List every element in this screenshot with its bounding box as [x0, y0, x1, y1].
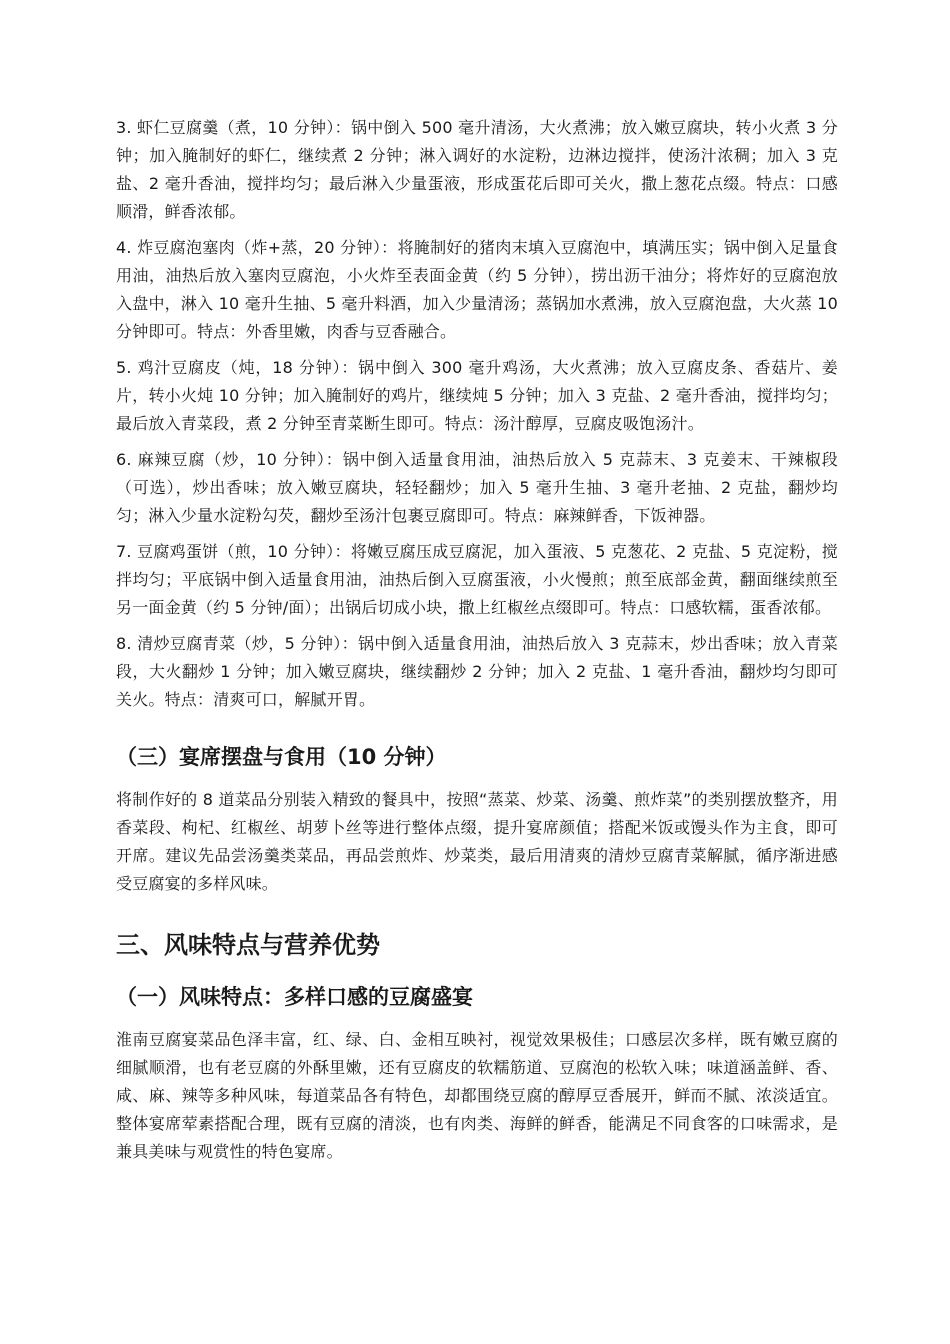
recipe-item-5: 5. 鸡汁豆腐皮（炖，18 分钟）：锅中倒入 300 毫升鸡汤，大火煮沸；放入豆腐皮条、香菇片、姜片，转小火炖 10 分钟；加入腌制好的鸡片，继续炖 5 分钟；加入 3 克盐、2 毫升香油，搅拌均匀；最后放入青菜段，煮 2 分钟至青菜断生即可。特点：汤汁醇厚，豆腐皮吸饱汤汁。 [116, 358, 838, 433]
section-heading-flavor: （一）风味特点：多样口感的豆腐盛宴 [116, 985, 473, 1009]
section-paragraph-plating: 将制作好的 8 道菜品分别装入精致的餐具中，按照“蒸菜、炒菜、汤羹、煎炸菜”的类别摆放整齐，用香菜段、枸杞、红椒丝、胡萝卜丝等进行整体点缀，提升宴席颜值；搭配米饭或馒头作为主食，即可开席。建议先品尝汤羹类菜品，再品尝煎炸、炒菜类，最后用清爽的清炒豆腐青菜解腻，循序渐进感受豆腐宴的多样风味。 [116, 790, 838, 893]
document-page [116, 114, 838, 1174]
recipe-item-8: 8. 清炒豆腐青菜（炒，5 分钟）：锅中倒入适量食用油，油热后放入 3 克蒜末，炒出香味；放入青菜段，大火翻炒 1 分钟；加入嫩豆腐块，继续翻炒 2 分钟；加入 2 克盐、1 毫升香油，翻炒均匀即可关火。特点：清爽可口，解腻开胃。 [116, 634, 838, 709]
recipe-item-6: 6. 麻辣豆腐（炒，10 分钟）：锅中倒入适量食用油，油热后放入 5 克蒜末、3 克姜末、干辣椒段（可选），炒出香味；放入嫩豆腐块，轻轻翻炒；加入 5 毫升生抽、3 毫升老抽、2 克盐，翻炒均匀；淋入少量水淀粉勾芡，翻炒至汤汁包裹豆腐即可。特点：麻辣鲜香，下饭神器。 [116, 450, 838, 525]
recipe-item-3: 3. 虾仁豆腐羹（煮，10 分钟）：锅中倒入 500 毫升清汤，大火煮沸；放入嫩豆腐块，转小火煮 3 分钟；加入腌制好的虾仁，继续煮 2 分钟；淋入调好的水淀粉，边淋边搅拌，使汤汁浓稠；加入 3 克盐、2 毫升香油，搅拌均匀；最后淋入少量蛋液，形成蛋花后即可关火，撒上葱花点缀。特点：口感顺滑，鲜香浓郁。 [116, 118, 838, 221]
recipe-item-4: 4. 炸豆腐泡塞肉（炸+蒸，20 分钟）：将腌制好的猪肉末填入豆腐泡中，填满压实；锅中倒入足量食用油，油热后放入塞肉豆腐泡，小火炸至表面金黄（约 5 分钟），捞出沥干油分；将炸好的豆腐泡放入盘中，淋入 10 毫升生抽、5 毫升料酒，加入少量清汤；蒸锅加水煮沸，放入豆腐泡盘，大火蒸 10 分钟即可。特点：外香里嫩，肉香与豆香融合。 [116, 238, 838, 341]
section-paragraph-flavor: 淮南豆腐宴菜品色泽丰富，红、绿、白、金相互映衬，视觉效果极佳；口感层次多样，既有嫩豆腐的细腻顺滑，也有老豆腐的外酥里嫩，还有豆腐皮的软糯筋道、豆腐泡的松软入味；味道涵盖鲜、香、咸、麻、辣等多种风味，每道菜品各有特色，却都围绕豆腐的醇厚豆香展开，鲜而不腻、浓淡适宜。整体宴席荤素搭配合理，既有豆腐的清淡，也有肉类、海鲜的鲜香，能满足不同食客的口味需求，是兼具美味与观赏性的特色宴席。 [116, 1030, 838, 1161]
chapter-heading-flavor-nutrition: 三、风味特点与营养优势 [116, 931, 380, 959]
recipe-item-7: 7. 豆腐鸡蛋饼（煎，10 分钟）：将嫩豆腐压成豆腐泥，加入蛋液、5 克葱花、2 克盐、5 克淀粉，搅拌均匀；平底锅中倒入适量食用油，油热后倒入豆腐蛋液，小火慢煎；煎至底部金黄，翻面继续煎至另一面金黄（约 5 分钟/面）；出锅后切成小块，撒上红椒丝点缀即可。特点：口感软糯，蛋香浓郁。 [116, 542, 838, 617]
section-heading-plating: （三）宴席摆盘与食用（10 分钟） [116, 745, 447, 769]
